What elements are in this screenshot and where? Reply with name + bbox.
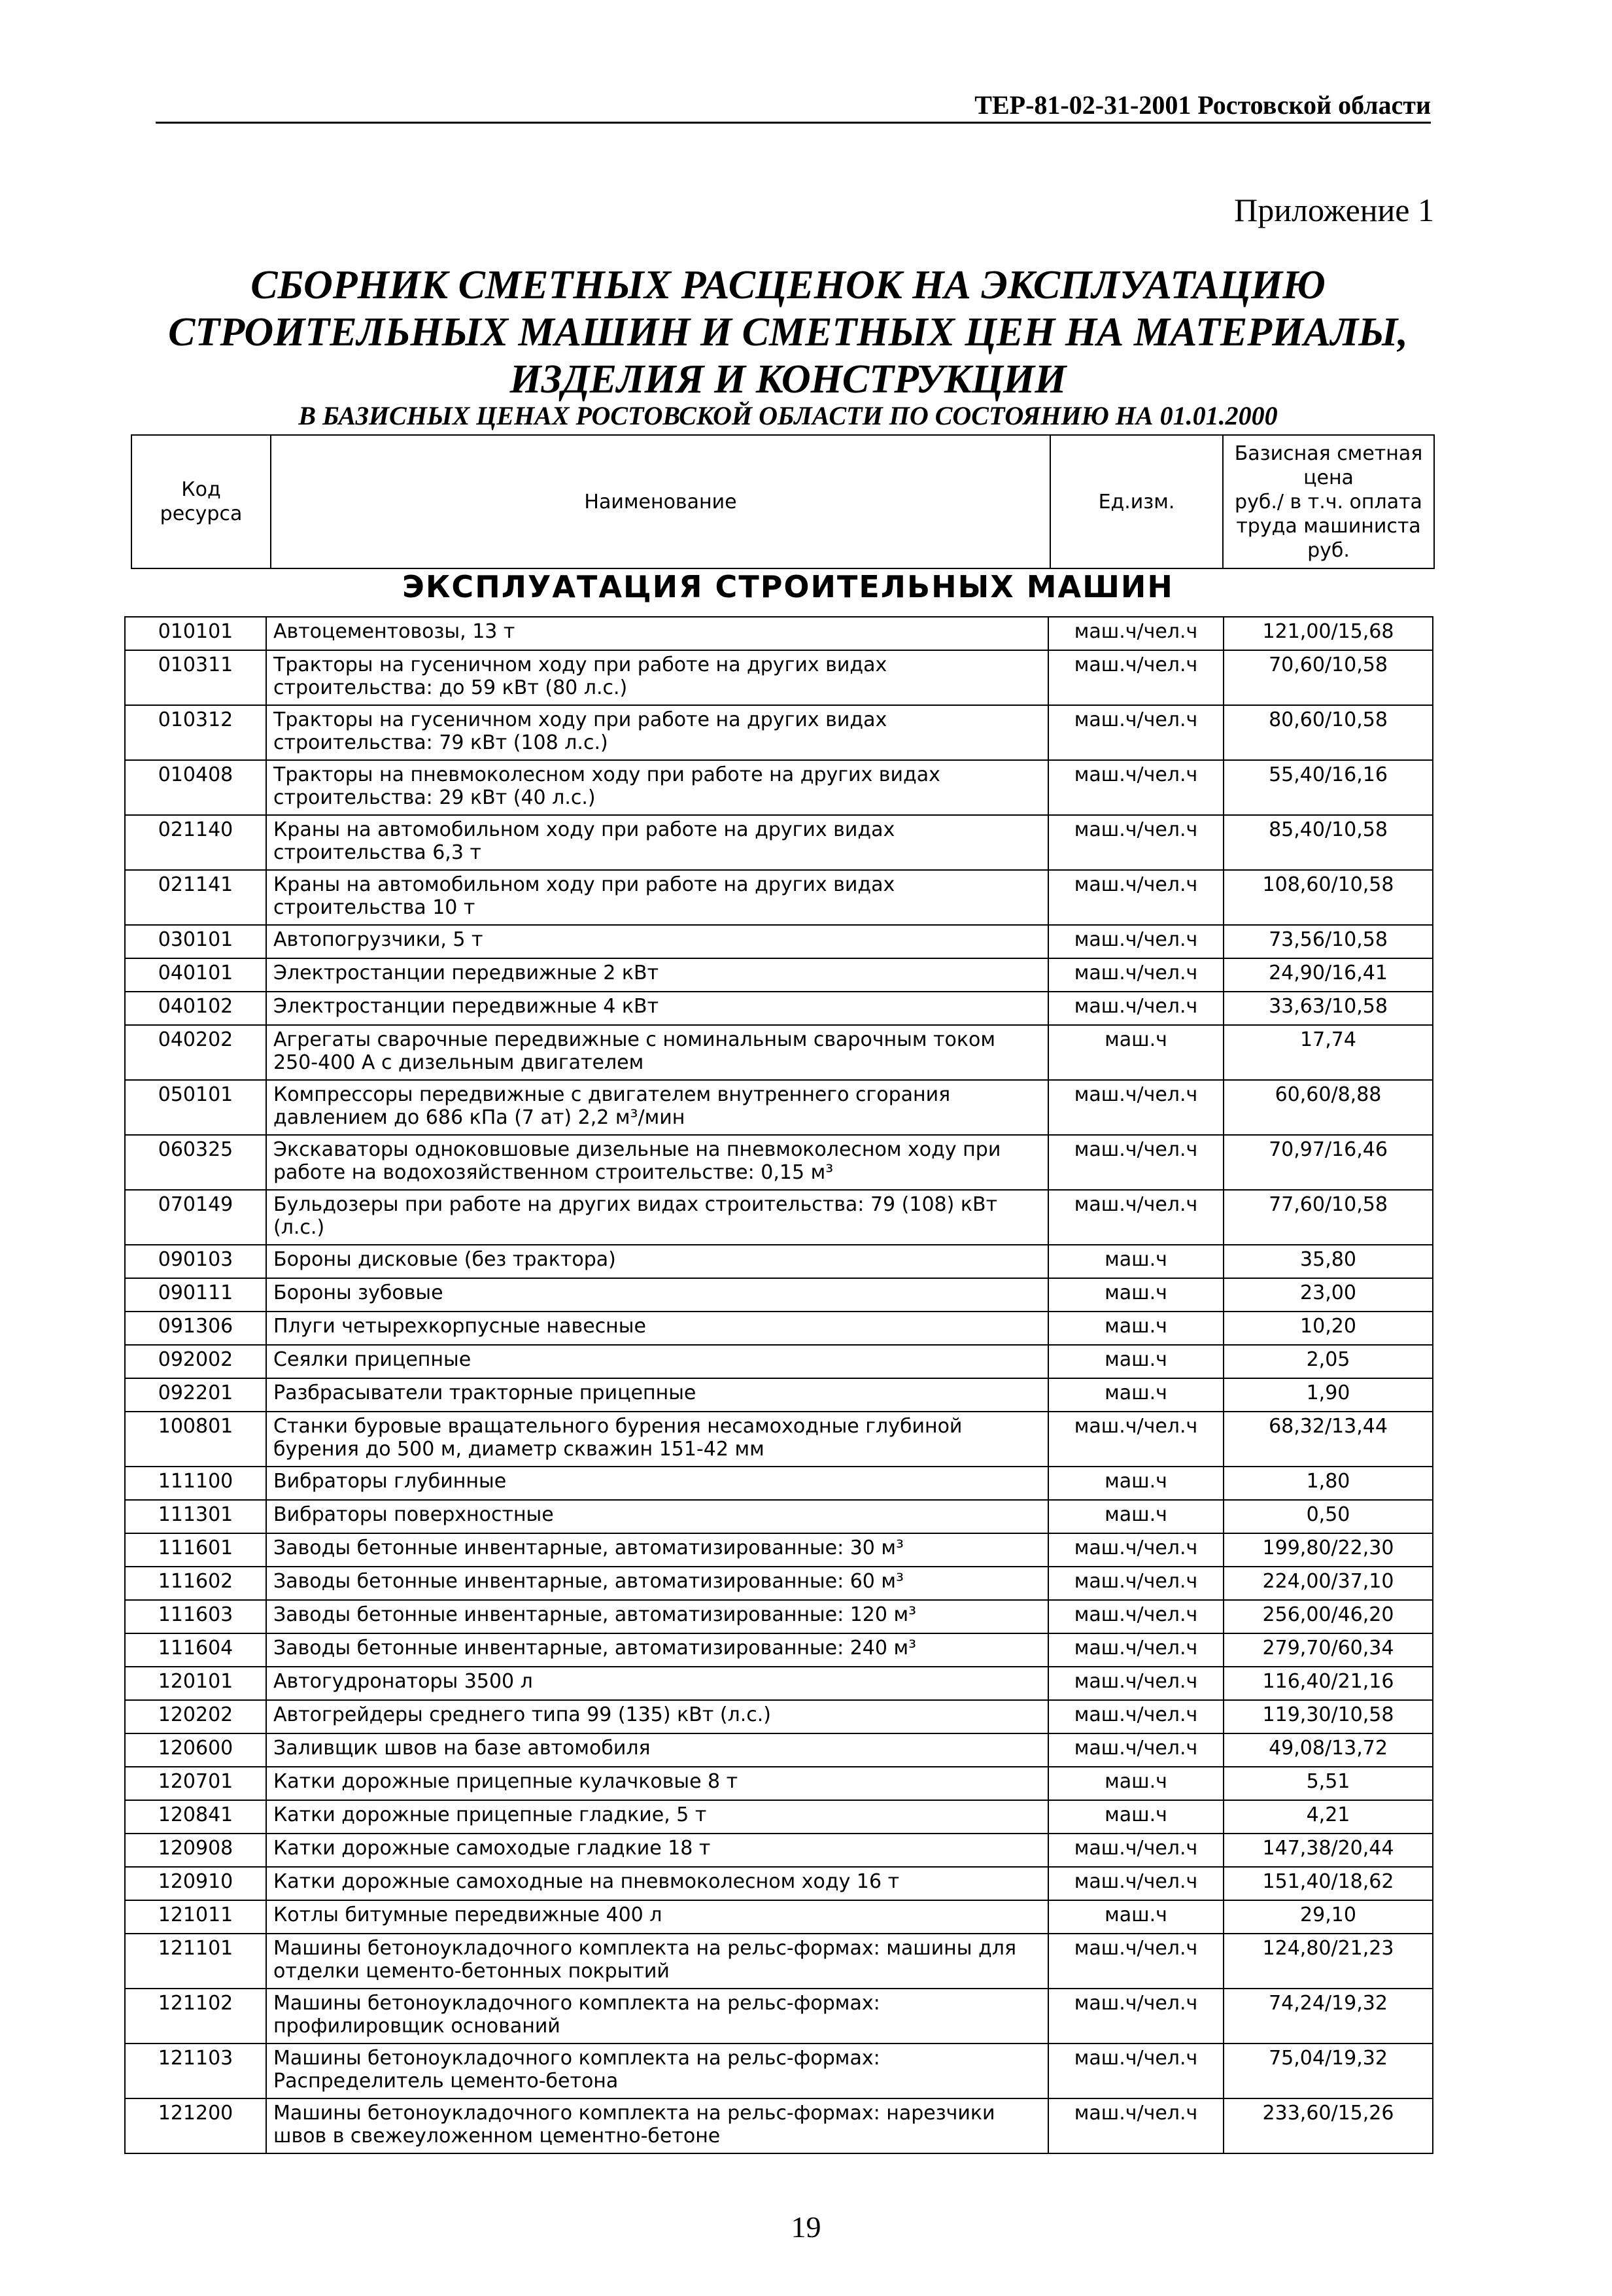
resource-name: Котлы битумные передвижные 400 л — [266, 1900, 1048, 1934]
unit-of-measure: маш.ч/чел.ч — [1048, 1412, 1224, 1467]
unit-of-measure: маш.ч/чел.ч — [1048, 1733, 1224, 1767]
resource-code: 120202 — [125, 1700, 266, 1733]
table-row — [125, 1135, 1433, 1190]
resource-code: 021141 — [125, 870, 266, 925]
resource-code: 040101 — [125, 958, 266, 992]
unit-of-measure: маш.ч/чел.ч — [1048, 617, 1224, 650]
resource-code: 060325 — [125, 1135, 266, 1190]
resource-name: Автоцементовозы, 13 т — [266, 617, 1048, 650]
table-row — [125, 1412, 1433, 1467]
unit-of-measure: маш.ч/чел.ч — [1048, 1934, 1224, 1989]
unit-of-measure: маш.ч/чел.ч — [1048, 1867, 1224, 1900]
resource-name: Заливщик швов на базе автомобиля — [266, 1733, 1048, 1767]
table-row — [125, 1245, 1433, 1278]
page-title — [118, 262, 1458, 403]
resource-name: Заводы бетонные инвентарные, автоматизированные: 240 м³ — [266, 1633, 1048, 1667]
name-column-header: Наименование — [271, 435, 1050, 568]
base-price: 73,56/10,58 — [1224, 925, 1433, 958]
resource-code: 040102 — [125, 992, 266, 1025]
page-number: 19 — [791, 2210, 821, 2244]
document-code: ТЕР-81-02-31-2001 Ростовской области — [974, 90, 1431, 120]
base-price: 124,80/21,23 — [1224, 1934, 1433, 1989]
resource-code: 121200 — [125, 2098, 266, 2153]
resource-code: 040202 — [125, 1025, 266, 1080]
base-price: 116,40/21,16 — [1224, 1667, 1433, 1700]
resource-name: Катки дорожные прицепные гладкие, 5 т — [266, 1800, 1048, 1834]
unit-of-measure: маш.ч/чел.ч — [1048, 1700, 1224, 1733]
resource-name: Автогудронаторы 3500 л — [266, 1667, 1048, 1700]
resource-code: 120910 — [125, 1867, 266, 1900]
table-row — [125, 1834, 1433, 1867]
title-line: ИЗДЕЛИЯ И КОНСТРУКЦИИ — [509, 357, 1067, 402]
price-column-header: Базисная сметная цена руб./ в т.ч. оплата труда машиниста руб. — [1223, 435, 1434, 568]
unit-of-measure: маш.ч/чел.ч — [1048, 2098, 1224, 2153]
table-row — [125, 1733, 1433, 1767]
table-row — [125, 870, 1433, 925]
unit-of-measure: маш.ч/чел.ч — [1048, 1567, 1224, 1600]
table-row — [125, 1025, 1433, 1080]
resource-code: 111100 — [125, 1467, 266, 1500]
resource-name: Машины бетоноукладочного комплекта на рельс-формах: нарезчики швов в свежеуложенном цементно-бетоне — [266, 2098, 1048, 2153]
table-body — [125, 617, 1433, 2153]
resource-code: 120101 — [125, 1667, 266, 1700]
base-price: 70,60/10,58 — [1224, 650, 1433, 705]
resource-code: 091306 — [125, 1312, 266, 1345]
base-price: 68,32/13,44 — [1224, 1412, 1433, 1467]
unit-of-measure: маш.ч/чел.ч — [1048, 1135, 1224, 1190]
document-header — [156, 84, 1431, 124]
resource-name: Катки дорожные самоходые гладкие 18 т — [266, 1834, 1048, 1867]
base-price: 24,90/16,41 — [1224, 958, 1433, 992]
unit-of-measure: маш.ч/чел.ч — [1048, 2044, 1224, 2098]
resource-code: 092002 — [125, 1345, 266, 1378]
resource-name: Автопогрузчики, 5 т — [266, 925, 1048, 958]
resource-name: Бульдозеры при работе на других видах строительства: 79 (108) кВт (л.с.) — [266, 1190, 1048, 1245]
resource-name: Тракторы на гусеничном ходу при работе на других видах строительства: 79 кВт (108 л.с.) — [266, 705, 1048, 760]
unit-of-measure: маш.ч — [1048, 1467, 1224, 1500]
unit-of-measure: маш.ч — [1048, 1025, 1224, 1080]
resource-name: Агрегаты сварочные передвижные с номинальным сварочным током 250-400 А с дизельным двигателем — [266, 1025, 1048, 1080]
table-row — [125, 760, 1433, 815]
resource-name: Плуги четырехкорпусные навесные — [266, 1312, 1048, 1345]
table-row — [125, 1867, 1433, 1900]
unit-of-measure: маш.ч/чел.ч — [1048, 815, 1224, 870]
base-price: 74,24/19,32 — [1224, 1989, 1433, 2044]
resource-name: Разбрасыватели тракторные прицепные — [266, 1378, 1048, 1412]
base-price: 10,20 — [1224, 1312, 1433, 1345]
table-row — [125, 1900, 1433, 1934]
table-row — [125, 1533, 1433, 1567]
base-price: 35,80 — [1224, 1245, 1433, 1278]
resource-code: 111604 — [125, 1633, 266, 1667]
page-subtitle: В БАЗИСНЫХ ЦЕНАХ РОСТОВСКОЙ ОБЛАСТИ ПО СОСТОЯНИЮ НА 01.01.2000 — [298, 401, 1278, 430]
table-row — [125, 1934, 1433, 1989]
resource-name: Заводы бетонные инвентарные, автоматизированные: 30 м³ — [266, 1533, 1048, 1567]
title-line: СБОРНИК СМЕТНЫХ РАСЦЕНОК НА ЭКСПЛУАТАЦИЮ — [250, 263, 1326, 307]
resource-code: 111601 — [125, 1533, 266, 1567]
base-price: 147,38/20,44 — [1224, 1834, 1433, 1867]
unit-of-measure: маш.ч/чел.ч — [1048, 870, 1224, 925]
table-row — [125, 1278, 1433, 1312]
resource-name: Машины бетоноукладочного комплекта на рельс-формах: профилировщик оснований — [266, 1989, 1048, 2044]
base-price: 4,21 — [1224, 1800, 1433, 1834]
table-row — [125, 992, 1433, 1025]
unit-of-measure: маш.ч/чел.ч — [1048, 1600, 1224, 1633]
base-price: 256,00/46,20 — [1224, 1600, 1433, 1633]
unit-of-measure: маш.ч/чел.ч — [1048, 1533, 1224, 1567]
resource-name: Тракторы на пневмоколесном ходу при работе на других видах строительства: 29 кВт (40 л.с.) — [266, 760, 1048, 815]
table-row — [125, 2098, 1433, 2153]
resource-name: Бороны зубовые — [266, 1278, 1048, 1312]
unit-of-measure: маш.ч — [1048, 1500, 1224, 1533]
column-header-table — [131, 434, 1435, 569]
base-price: 2,05 — [1224, 1345, 1433, 1378]
resource-name: Электростанции передвижные 2 кВт — [266, 958, 1048, 992]
resource-name: Заводы бетонные инвентарные, автоматизированные: 120 м³ — [266, 1600, 1048, 1633]
resource-code: 121101 — [125, 1934, 266, 1989]
table-row — [125, 650, 1433, 705]
resource-name: Заводы бетонные инвентарные, автоматизированные: 60 м³ — [266, 1567, 1048, 1600]
resource-name: Вибраторы глубинные — [266, 1467, 1048, 1500]
resource-code: 120701 — [125, 1767, 266, 1800]
table-row — [125, 1312, 1433, 1345]
table-row — [125, 1190, 1433, 1245]
base-price: 233,60/15,26 — [1224, 2098, 1433, 2153]
resource-code: 120841 — [125, 1800, 266, 1834]
resource-code: 111603 — [125, 1600, 266, 1633]
base-price: 121,00/15,68 — [1224, 617, 1433, 650]
resource-code: 050101 — [125, 1080, 266, 1135]
base-price: 60,60/8,88 — [1224, 1080, 1433, 1135]
resource-code: 092201 — [125, 1378, 266, 1412]
unit-of-measure: маш.ч — [1048, 1278, 1224, 1312]
unit-of-measure: маш.ч/чел.ч — [1048, 1834, 1224, 1867]
table-row — [125, 1467, 1433, 1500]
base-price: 1,80 — [1224, 1467, 1433, 1500]
resource-name: Тракторы на гусеничном ходу при работе на других видах строительства: до 59 кВт (80 л.с.) — [266, 650, 1048, 705]
resource-name: Краны на автомобильном ходу при работе на других видах строительства 6,3 т — [266, 815, 1048, 870]
base-price: 151,40/18,62 — [1224, 1867, 1433, 1900]
table-row — [125, 1567, 1433, 1600]
unit-of-measure: маш.ч/чел.ч — [1048, 1633, 1224, 1667]
resource-code: 120600 — [125, 1733, 266, 1767]
resource-name: Машины бетоноукладочного комплекта на рельс-формах: машины для отделки цементо-бетонных покрытий — [266, 1934, 1048, 1989]
table-row — [125, 2044, 1433, 2098]
base-price: 279,70/60,34 — [1224, 1633, 1433, 1667]
unit-of-measure: маш.ч — [1048, 1245, 1224, 1278]
unit-of-measure: маш.ч — [1048, 1312, 1224, 1345]
unit-of-measure: маш.ч/чел.ч — [1048, 705, 1224, 760]
unit-of-measure: маш.ч/чел.ч — [1048, 1667, 1224, 1700]
table-row — [125, 1345, 1433, 1378]
resource-code: 070149 — [125, 1190, 266, 1245]
unit-of-measure: маш.ч/чел.ч — [1048, 1080, 1224, 1135]
machine-rates-table — [124, 616, 1433, 2154]
base-price: 33,63/10,58 — [1224, 992, 1433, 1025]
resource-name: Машины бетоноукладочного комплекта на рельс-формах: Распределитель цементо-бетона — [266, 2044, 1048, 2098]
resource-code: 010312 — [125, 705, 266, 760]
resource-name: Сеялки прицепные — [266, 1345, 1048, 1378]
resource-name: Станки буровые вращательного бурения несамоходные глубиной бурения до 500 м, диаметр скважин 151-42 мм — [266, 1412, 1048, 1467]
table-row — [125, 1989, 1433, 2044]
base-price: 23,00 — [1224, 1278, 1433, 1312]
base-price: 5,51 — [1224, 1767, 1433, 1800]
table-row — [125, 1500, 1433, 1533]
unit-of-measure: маш.ч — [1048, 1900, 1224, 1934]
unit-of-measure: маш.ч/чел.ч — [1048, 1190, 1224, 1245]
resource-name: Автогрейдеры среднего типа 99 (135) кВт (л.с.) — [266, 1700, 1048, 1733]
resource-code: 021140 — [125, 815, 266, 870]
resource-code: 121011 — [125, 1900, 266, 1934]
resource-name: Компрессоры передвижные с двигателем внутреннего сгорания давлением до 686 кПа (7 ат) 2,2 м³/мин — [266, 1080, 1048, 1135]
resource-code: 090103 — [125, 1245, 266, 1278]
resource-code: 121102 — [125, 1989, 266, 2044]
code-column-header: Код ресурса — [131, 435, 271, 568]
base-price: 0,50 — [1224, 1500, 1433, 1533]
unit-of-measure: маш.ч/чел.ч — [1048, 760, 1224, 815]
table-row — [125, 925, 1433, 958]
resource-code: 030101 — [125, 925, 266, 958]
base-price: 80,60/10,58 — [1224, 705, 1433, 760]
unit-of-measure: маш.ч/чел.ч — [1048, 650, 1224, 705]
resource-code: 010311 — [125, 650, 266, 705]
base-price: 29,10 — [1224, 1900, 1433, 1934]
table-row — [125, 1767, 1433, 1800]
base-price: 119,30/10,58 — [1224, 1700, 1433, 1733]
unit-of-measure: маш.ч — [1048, 1800, 1224, 1834]
base-price: 49,08/13,72 — [1224, 1733, 1433, 1767]
resource-name: Катки дорожные прицепные кулачковые 8 т — [266, 1767, 1048, 1800]
unit-of-measure: маш.ч — [1048, 1345, 1224, 1378]
resource-code: 121103 — [125, 2044, 266, 2098]
unit-of-measure: маш.ч/чел.ч — [1048, 1989, 1224, 2044]
base-price: 75,04/19,32 — [1224, 2044, 1433, 2098]
resource-code: 090111 — [125, 1278, 266, 1312]
table-row — [125, 958, 1433, 992]
unit-of-measure: маш.ч — [1048, 1767, 1224, 1800]
unit-of-measure: маш.ч/чел.ч — [1048, 925, 1224, 958]
table-row — [125, 1700, 1433, 1733]
table-row — [125, 1667, 1433, 1700]
table-row — [125, 1600, 1433, 1633]
resource-name: Бороны дисковые (без трактора) — [266, 1245, 1048, 1278]
title-line: СТРОИТЕЛЬНЫХ МАШИН И СМЕТНЫХ ЦЕН НА МАТЕРИАЛЫ, — [168, 310, 1408, 355]
resource-name: Электростанции передвижные 4 кВт — [266, 992, 1048, 1025]
resource-name: Экскаваторы одноковшовые дизельные на пневмоколесном ходу при работе на водохозяйственном строительстве: 0,15 м³ — [266, 1135, 1048, 1190]
base-price: 17,74 — [1224, 1025, 1433, 1080]
resource-name: Вибраторы поверхностные — [266, 1500, 1048, 1533]
table-row — [125, 705, 1433, 760]
resource-name: Катки дорожные самоходные на пневмоколесном ходу 16 т — [266, 1867, 1048, 1900]
unit-of-measure: маш.ч — [1048, 1378, 1224, 1412]
appendix-label: Приложение 1 — [1234, 192, 1434, 228]
base-price: 77,60/10,58 — [1224, 1190, 1433, 1245]
resource-code: 010408 — [125, 760, 266, 815]
base-price: 1,90 — [1224, 1378, 1433, 1412]
base-price: 108,60/10,58 — [1224, 870, 1433, 925]
table-row — [125, 617, 1433, 650]
resource-name: Краны на автомобильном ходу при работе на других видах строительства 10 т — [266, 870, 1048, 925]
unit-column-header: Ед.изм. — [1050, 435, 1223, 568]
table-row — [125, 815, 1433, 870]
resource-code: 010101 — [125, 617, 266, 650]
table-row — [125, 1633, 1433, 1667]
resource-code: 100801 — [125, 1412, 266, 1467]
resource-code: 120908 — [125, 1834, 266, 1867]
unit-of-measure: маш.ч/чел.ч — [1048, 958, 1224, 992]
base-price: 55,40/16,16 — [1224, 760, 1433, 815]
base-price: 199,80/22,30 — [1224, 1533, 1433, 1567]
resource-code: 111301 — [125, 1500, 266, 1533]
base-price: 70,97/16,46 — [1224, 1135, 1433, 1190]
unit-of-measure: маш.ч/чел.ч — [1048, 992, 1224, 1025]
table-row — [125, 1378, 1433, 1412]
base-price: 224,00/37,10 — [1224, 1567, 1433, 1600]
section-title: ЭКСПЛУАТАЦИЯ СТРОИТЕЛЬНЫХ МАШИН — [402, 569, 1174, 604]
table-row — [125, 1800, 1433, 1834]
table-row — [125, 1080, 1433, 1135]
base-price: 85,40/10,58 — [1224, 815, 1433, 870]
resource-code: 111602 — [125, 1567, 266, 1600]
